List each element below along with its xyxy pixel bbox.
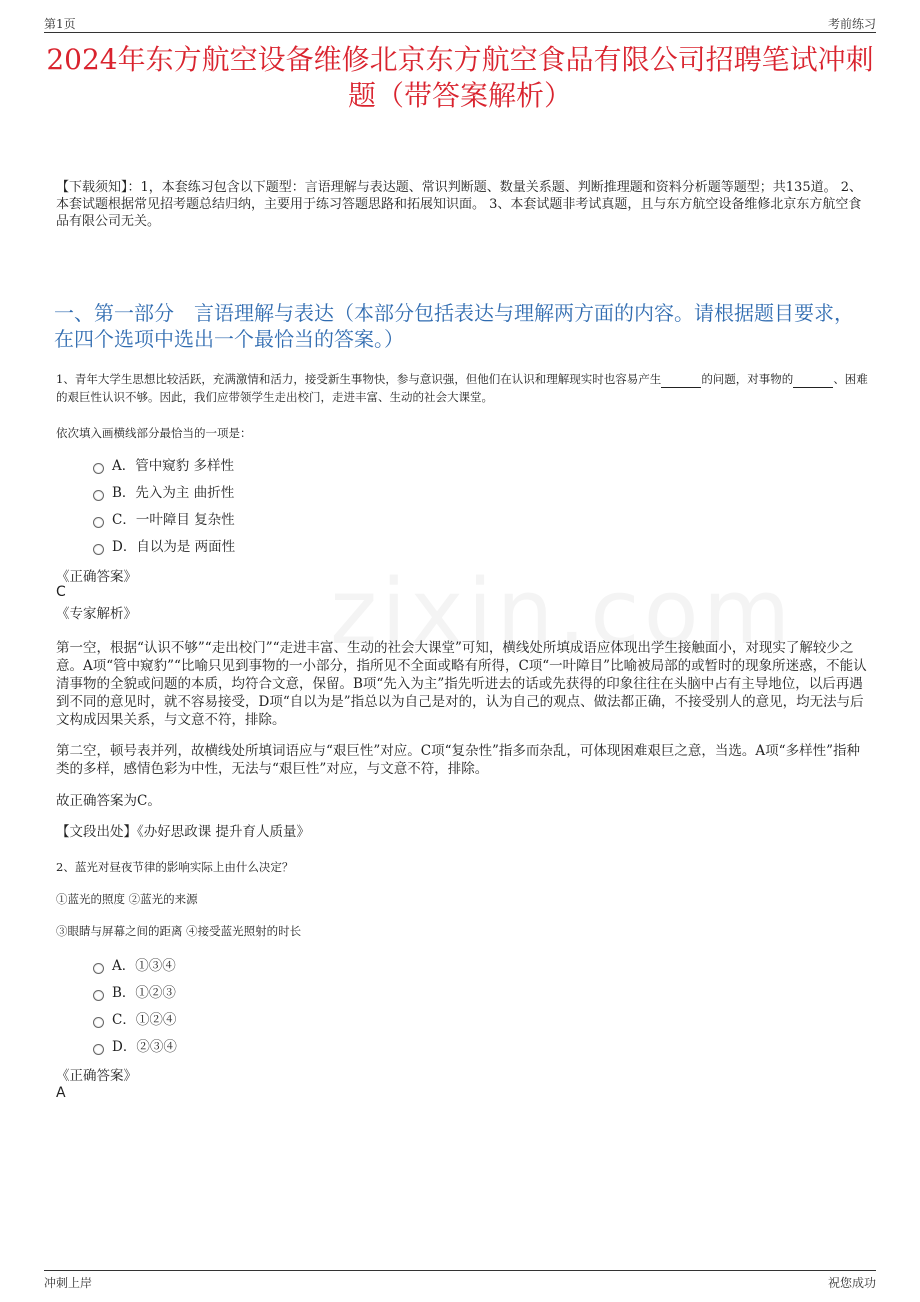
page-footer: [44, 1270, 876, 1291]
q1-conclusion: 故正确答案为C。: [56, 793, 161, 809]
q2-option-c[interactable]: C．①②④: [93, 1011, 176, 1029]
q2-option-d[interactable]: D．②③④: [93, 1038, 177, 1056]
q1-analysis-paragraph-2: 第二空，顿号表并列，故横线处所填词语应与“艰巨性”对应。C项“复杂性”指多而杂乱，可体现困难艰巨之意，当选。A项“多样性”指种类的多样，感情色彩为中性，无法与“艰巨性”对应，与文意不符，排除。: [56, 743, 860, 777]
q2-statement-line-2: ③眼睛与屏幕之间的距离 ④接受蓝光照射的时长: [56, 924, 302, 938]
q1-answer-label: 《正确答案》: [56, 569, 137, 585]
document-title: 2024年东方航空设备维修北京东方航空食品有限公司招聘笔试冲刺题（带答案解析）: [46, 43, 874, 112]
radio-icon[interactable]: [93, 990, 104, 1001]
q1-source: 【文段出处】《办好思政课 提升育人质量》: [56, 824, 311, 840]
page-number: 第1页: [44, 17, 76, 31]
q1-option-a[interactable]: A．管中窥豹 多样性: [93, 457, 234, 475]
radio-icon[interactable]: [93, 1017, 104, 1028]
radio-icon[interactable]: [93, 963, 104, 974]
q2-answer: A: [56, 1085, 66, 1101]
q1-option-b[interactable]: B．先入为主 曲折性: [93, 484, 234, 502]
footer-right: 祝您成功: [827, 1276, 876, 1290]
q1-analysis-label: 《专家解析》: [56, 606, 137, 622]
header-label: 考前练习: [827, 17, 876, 31]
radio-icon[interactable]: [93, 517, 104, 528]
q2-statement-line-1: ①蓝光的照度 ②蓝光的来源: [56, 892, 198, 906]
footer-left: 冲刺上岸: [44, 1276, 93, 1290]
question-2-text: 2、蓝光对昼夜节律的影响实际上由什么决定？: [56, 860, 294, 874]
section-title: 一、第一部分 言语理解与表达（本部分包括表达与理解两方面的内容。请根据题目要求，在四个选项中选出一个最恰当的答案。）: [54, 301, 854, 351]
radio-icon[interactable]: [93, 544, 104, 555]
q1-answer: C: [56, 584, 66, 600]
download-notice: 【下载须知】：1，本套练习包含以下题型：言语理解与表达题、常识判断题、数量关系题、判断推理题和资料分析题等题型；共135道。 2、本套试题根据常见招考题总结归纳，主要用于练习答题思路和拓展知识面。 3、本套试题非考试真题，且与东方航空设备维修北京东方航空食品有限公司无关。: [56, 180, 862, 229]
q2-answer-label: 《正确答案》: [56, 1068, 137, 1084]
q2-option-b[interactable]: B．①②③: [93, 984, 176, 1002]
blank-line: [793, 387, 833, 388]
radio-icon[interactable]: [93, 490, 104, 501]
q1-option-c[interactable]: C．一叶障目 复杂性: [93, 511, 235, 529]
radio-icon[interactable]: [93, 1044, 104, 1055]
radio-icon[interactable]: [93, 463, 104, 474]
blank-line: [661, 387, 701, 388]
question-1-text: 1、青年大学生思想比较活跃，充满激情和活力，接受新生事物快，参与意识强，但他们在认识和理解现实时也容易产生 的问题，对事物的 、困难的艰巨性认识不够。因此，我们应带领学生走出校门，走进丰富、生动的社会大课堂。: [56, 372, 868, 404]
question-1-prompt: 依次填入画横线部分最恰当的一项是：: [56, 426, 252, 440]
page-header: [44, 12, 876, 33]
q1-analysis-paragraph-1: 第一空，根据“认识不够”“走出校门”“走进丰富、生动的社会大课堂”可知，横线处所填成语应体现出学生接触面小，对现实了解较少之意。A项“管中窥豹”“比喻只见到事物的一小部分，指所见不全面或略有所得，C项“一叶障目”比喻被局部的或暂时的现象所迷惑，不能认清事物的全貌或问题的本质，均符合文意，保留。B项“先入为主”指先听进去的话或先获得的印象往往在头脑中占有主导地位，以后再遇到不同的意见时，就不容易接受，D项“自以为是”指总以为自己是对的，认为自己的观点、做法都正确，不接受别人的意见，均无法与后文构成因果关系，与文意不符，排除。: [56, 640, 867, 728]
q2-option-a[interactable]: A．①③④: [93, 957, 176, 975]
q1-option-d[interactable]: D．自以为是 两面性: [93, 538, 235, 556]
